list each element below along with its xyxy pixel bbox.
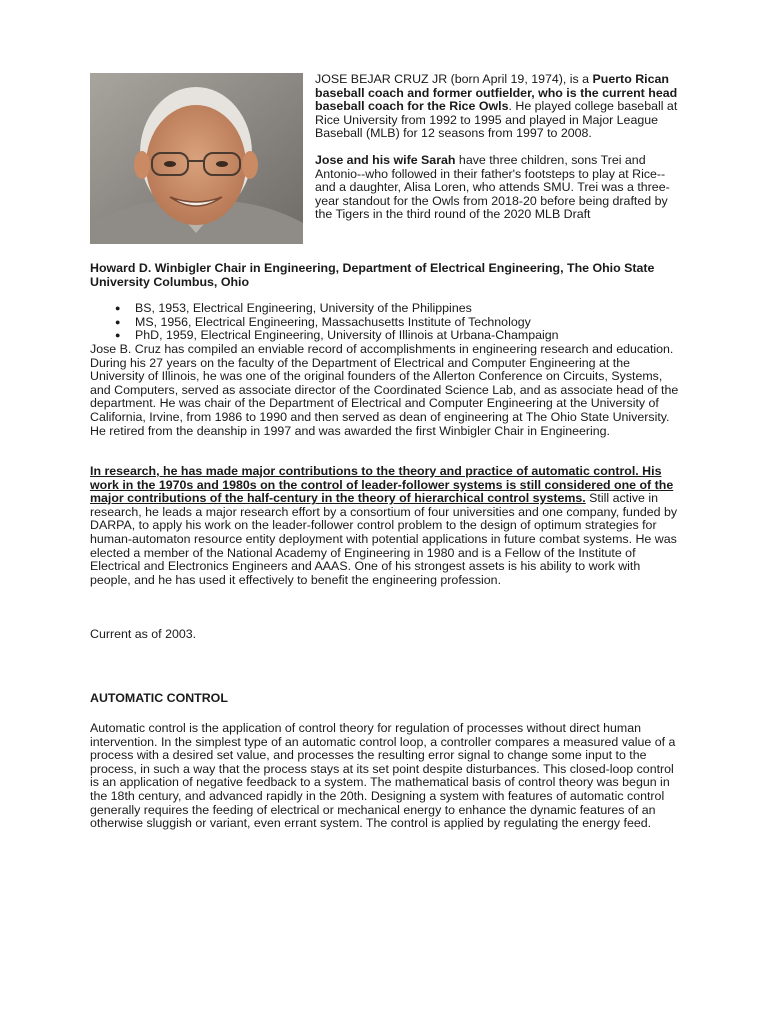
bullet-icon: ● [115, 330, 121, 341]
degree-text: PhD, 1959, Electrical Engineering, University of Illinois at Urbana-Champaign [135, 328, 559, 343]
bio-p2-tail: have three children, sons Trei and Antonio--who followed in their father's footsteps to play at Rice--and a daughter, Alisa Loren, who attends SMU. Trei was a three-year standout for the Owls from 2018-20 before being drafted by the Tigers in the third round of the 2020 MLB Draft [315, 152, 670, 222]
career-paragraph: Jose B. Cruz has compiled an enviable record of accomplishments in engineering research and education. During his 27 years on the faculty of the Department of Electrical and Computer Engineering at the University of Illinois, he was one of the original founders of the Allerton Conference on Circuits, Systems, and Computers, served as associate director of the Coordinated Science Lab, and as associate head of the department. He was chair of the Department of Electrical and Computer Engineering at the University of California, Irvine, from 1986 to 1990 and then served as dean of engineering at The Ohio State University. He retired from the deanship in 1997 and was awarded the first Winbigler Chair in Engineering. [90, 342, 679, 438]
degree-item [115, 329, 695, 343]
bio-intro [315, 73, 681, 235]
degrees-list [115, 302, 695, 343]
current-as-of-note: Current as of 2003. [90, 627, 197, 641]
bullet-icon: ● [115, 303, 121, 313]
bio-paragraph-1 [315, 73, 681, 141]
degree-item [115, 302, 695, 316]
automatic-control-paragraph: Automatic control is the application of control theory for regulation of processes without direct human intervention. In the simplest type of an automatic control loop, a controller compares a measured value of a process with a desired set value, and processes the resulting error signal to change some input to the process, in such a way that the process stays at its set point despite disturbances. This closed-loop control is an application of negative feedback to a system. The mathematical basis of control theory was begun in the 18th century, and advanced rapidly in the 20th. Designing a system with features of automatic control generally requires the feeding of electrical or mechanical energy to enhance the dynamic features of an otherwise sluggish or variant, even errant system. The control is applied by regulating the energy feed. [90, 721, 676, 831]
degree-item [115, 316, 695, 330]
research-text: Still active in research, he leads a major research effort by a consortium of four universities and one company, funded by DARPA, to apply his work on the leader-follower control problem to the design of optimum strategies for human-automaton resource entity deployment with potential applications in future combat systems. He was elected a member of the National Academy of Engineering in 1980 and is a Fellow of the Institute of Electrical and Electronics Engineers and AAAS. One of his strongest assets is his ability to work with people, and he has used it effectively to benefit the engineering profession. [90, 491, 678, 587]
bio-p1-tail: . He played college baseball at Rice University from 1992 to 1995 and played in Major League Baseball (MLB) for 12 seasons from 1997 to 2008. [315, 99, 678, 141]
research-highlight: In research, he has made major contributions to the theory and practice of automatic control. His work in the 1970s and 1980s on the control of leader-follower systems is still considered one of the major contributions of the half-century in the theory of hierarchical control systems. [90, 464, 674, 506]
degree-text: BS, 1953, Electrical Engineering, University of the Philippines [135, 301, 472, 315]
bullet-icon: ● [115, 316, 121, 327]
research-paragraph [90, 465, 680, 587]
section-title: AUTOMATIC CONTROL [90, 691, 228, 705]
bio-p2-bold: Jose and his wife Sarah [315, 152, 456, 167]
portrait-photo [90, 73, 303, 244]
bio-paragraph-2 [315, 154, 681, 222]
degree-text: MS, 1956, Electrical Engineering, Massachusetts Institute of Technology [135, 314, 531, 329]
bio-p1-bold: Puerto Rican baseball coach and former outfielder, who is the current head baseball coach for the Rice Owls [315, 72, 678, 114]
bio-p1-lead: JOSE BEJAR CRUZ JR (born April 19, 1974), is a [315, 72, 593, 86]
chair-heading: Howard D. Winbigler Chair in Engineering, Department of Electrical Engineering, The Ohio State University Columbus, Ohio [90, 261, 655, 289]
